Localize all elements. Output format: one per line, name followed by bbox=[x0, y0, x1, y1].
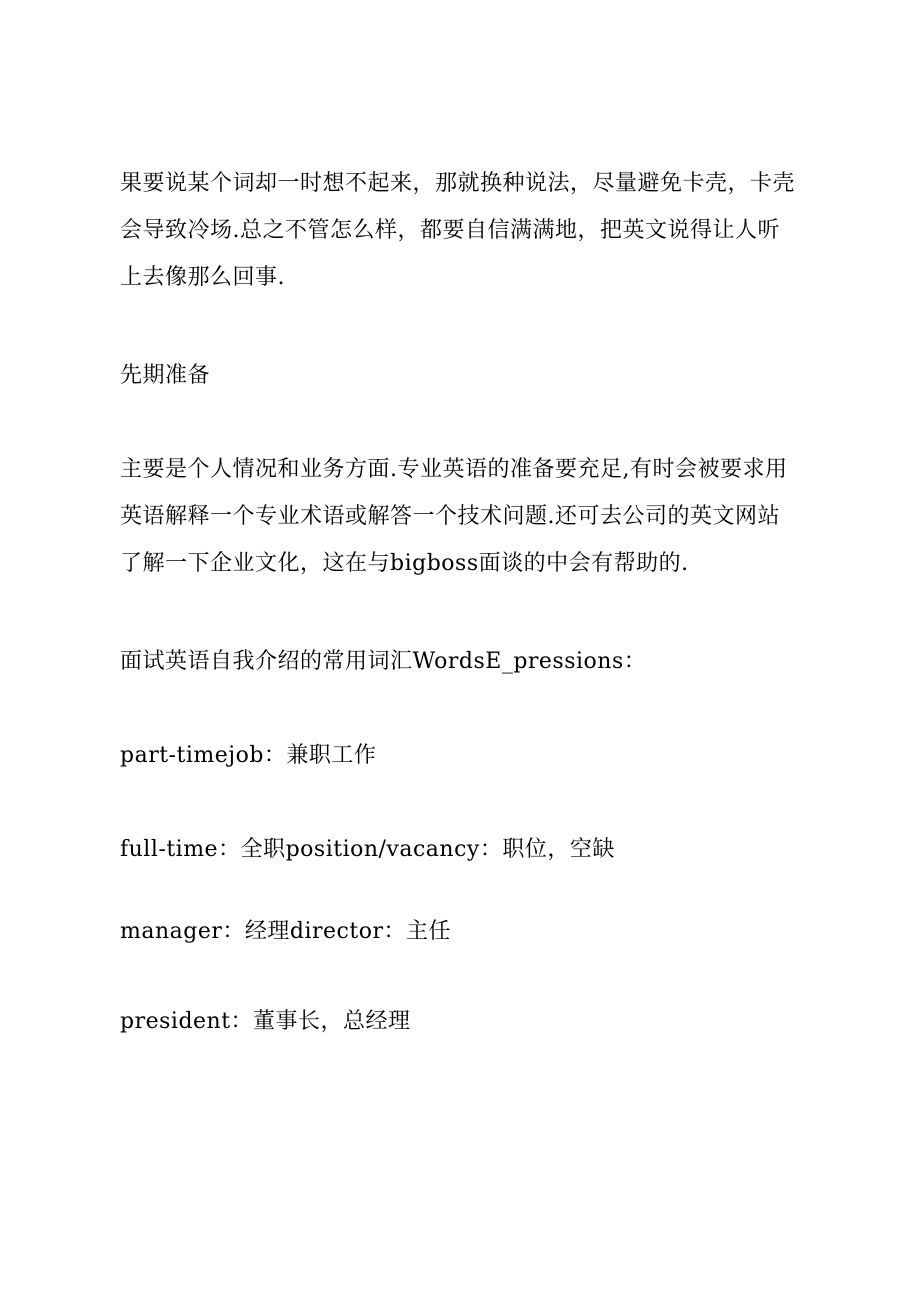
vocabulary-item-president: president：董事长，总经理 bbox=[120, 1009, 411, 1034]
vocabulary-item-full-time: full-time：全职position/vacancy：职位，空缺 bbox=[120, 837, 615, 862]
paragraph-line: 会导致冷场.总之不管怎么样，都要自信满满地，把英文说得让人听 bbox=[120, 218, 780, 243]
vocabulary-item-part-time: part-timejob：兼职工作 bbox=[120, 743, 377, 768]
paragraph-preparation bbox=[120, 446, 820, 587]
paragraph-line: 主要是个人情况和业务方面.专业英语的准备要充足,有时会被要求用 bbox=[120, 457, 788, 482]
paragraph-line: 果要说某个词却一时想不起来，那就换种说法，尽量避免卡壳，卡壳 bbox=[120, 171, 796, 196]
paragraph-line: 了解一下企业文化，这在与bigboss面谈的中会有帮助的. bbox=[120, 551, 689, 576]
paragraph-line: 上去像那么回事. bbox=[120, 265, 285, 290]
paragraph-line: 英语解释一个专业术语或解答一个技术问题.还可去公司的英文网站 bbox=[120, 504, 780, 529]
paragraph-speaking-tips bbox=[120, 160, 820, 301]
vocabulary-item-manager: manager：经理director：主任 bbox=[120, 919, 451, 944]
vocabulary-heading: 面试英语自我介绍的常用词汇WordsE_pressions： bbox=[120, 649, 647, 674]
section-heading-preparation: 先期准备 bbox=[120, 363, 211, 388]
